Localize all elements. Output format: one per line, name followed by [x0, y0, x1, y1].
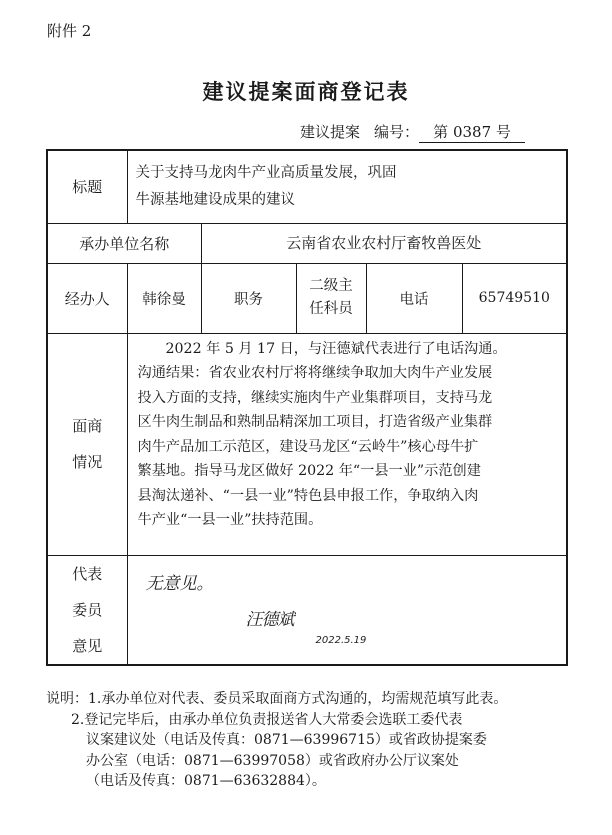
attachment-label: 附件 2: [47, 22, 92, 40]
note-2-line: 办公室（电话：0871—63997058）或省政府办公厅议案处: [86, 752, 459, 769]
opinion-label-line-2: 委员: [72, 600, 103, 619]
note-2-line: 议案建议处（电话及传真：0871—63996715）或省政协提案委: [86, 732, 487, 749]
position-line-2: 任科员: [309, 301, 353, 317]
title-label: 标题: [47, 150, 127, 223]
note-2-line: 2.登记完毕后，由承办单位负责报送省人大常委会选联工委代表: [71, 711, 463, 728]
handler-label: 经办人: [47, 263, 127, 333]
meeting-line: 县淘汰递补、“一县一业”特色县申报工作，争取纳入肉: [137, 487, 479, 504]
document-title: 建议提案面商登记表: [202, 79, 410, 104]
note-2: [46, 710, 568, 792]
meeting-line: 牛产业“一县一业”扶持范围。: [137, 512, 323, 528]
title-value: [127, 150, 567, 223]
phone-label: 电话: [366, 263, 462, 333]
opinion-label-line-1: 代表: [72, 564, 103, 583]
number-label: 编号：: [374, 123, 420, 141]
meeting-label-line-2: 情况: [72, 453, 103, 471]
opinion-row: [47, 555, 567, 665]
proposal-number-line: [300, 121, 525, 143]
title-line-1: 关于支持马龙肉牛产业高质量发展，巩固: [135, 164, 397, 181]
phone-value: 65749510: [462, 263, 567, 333]
position-label: 职务: [201, 263, 296, 333]
note-2-line: （电话及传真：0871—63632884）。: [86, 773, 326, 790]
meeting-row: [47, 333, 567, 555]
position-value: [296, 263, 366, 333]
registration-table: [46, 149, 568, 666]
title-row: [47, 150, 567, 223]
unit-value: 云南省农业农村厅畜牧兽医处: [201, 223, 567, 263]
meeting-line: 繁基地。指导马龙区做好 2022 年“一县一业”示范创建: [137, 463, 481, 479]
title-line-2: 牛源基地建设成果的建议: [135, 191, 295, 208]
unit-row: [47, 223, 567, 263]
position-line-1: 二级主: [309, 278, 353, 294]
proposal-number: 第 0387 号: [419, 121, 525, 143]
note-1: 说明：1.承办单位对代表、委员采取面商方式沟通的，均需规范填写此表。: [46, 691, 508, 707]
meeting-line: 区牛肉生制品和熟制品精深加工项目，打造省级产业集群: [137, 414, 493, 430]
meeting-label: [47, 333, 127, 555]
handwritten-date: 2022.5.19: [315, 634, 367, 646]
handwritten-signature: 汪德斌: [245, 609, 294, 630]
opinion-label-line-3: 意见: [72, 636, 103, 655]
handler-name: 韩徐曼: [127, 263, 201, 333]
meeting-line: 肉牛产品加工示范区，建设马龙区“云岭牛”核心母牛扩: [137, 438, 479, 455]
meeting-label-line-1: 面商: [72, 417, 103, 435]
meeting-content: [127, 333, 567, 555]
handwritten-opinion: 无意见。: [145, 573, 214, 594]
notes-section: [46, 689, 568, 792]
meeting-line: 投入方面的支持，继续实施肉牛产业集群项目，支持马龙: [137, 389, 493, 406]
opinion-content: [127, 555, 567, 665]
meeting-line: 2022 年 5 月 17 日，与汪德斌代表进行了电话沟通。: [165, 340, 507, 357]
handler-row: [47, 263, 567, 333]
proposal-type-label: 建议提案: [300, 123, 361, 141]
unit-label: 承办单位名称: [47, 223, 201, 263]
meeting-line: 沟通结果：省农业农村厅将将继续争取加大肉牛产业发展: [137, 365, 493, 381]
opinion-label: [47, 555, 127, 665]
